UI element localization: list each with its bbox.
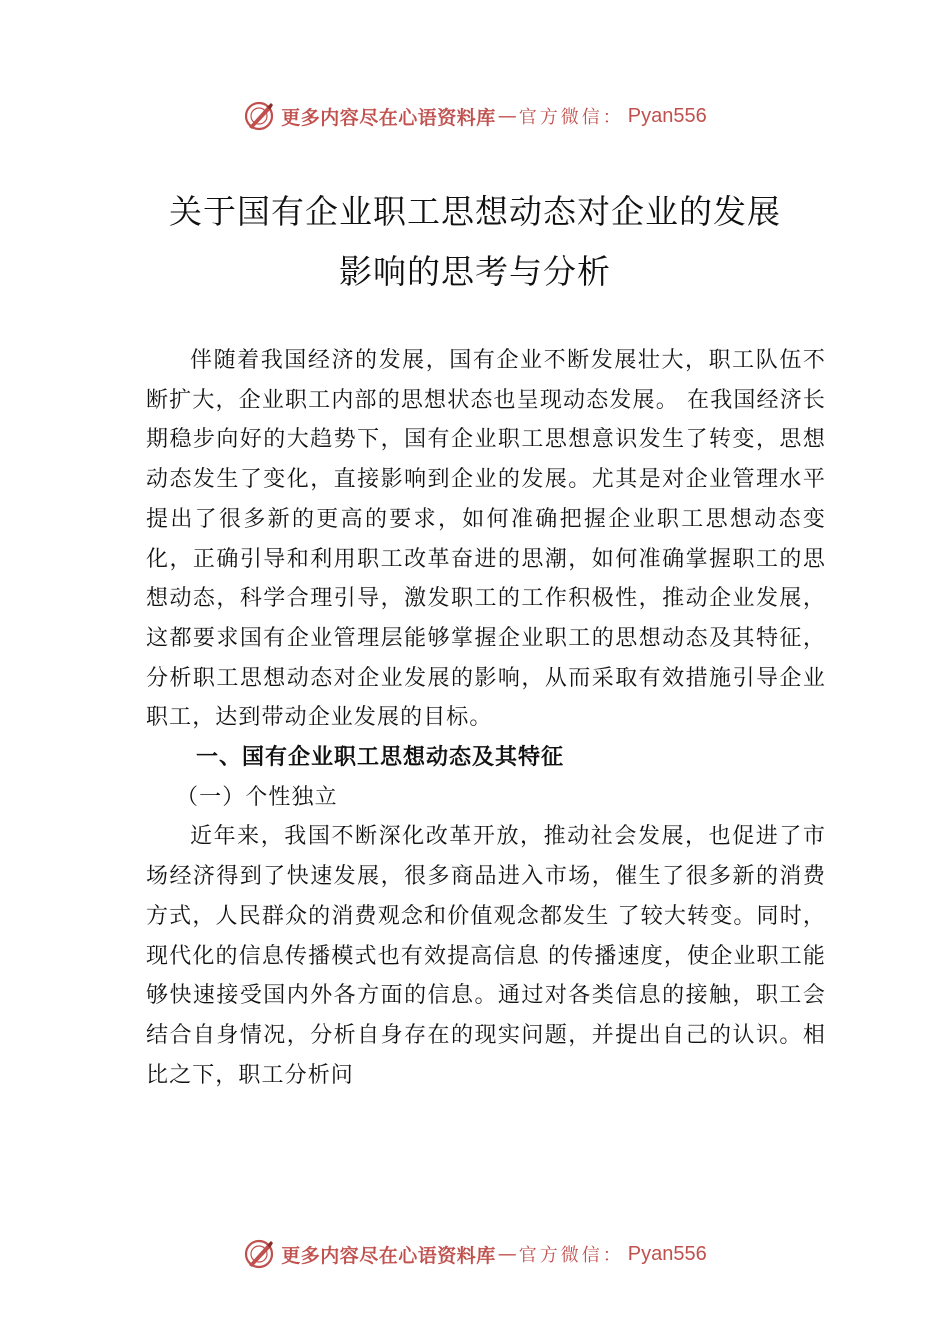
page-title <box>0 182 950 302</box>
watermark-text: 更多内容尽在心语资料库 <box>281 106 496 129</box>
title-line-1: 关于国有企业职工思想动态对企业的发展 <box>169 192 781 231</box>
watermark-header <box>0 96 950 136</box>
section-heading-1: 一、国有企业职工思想动态及其特征 <box>196 745 565 771</box>
title-line-2: 影响的思考与分析 <box>339 252 611 291</box>
pen-logo-icon <box>243 100 275 132</box>
watermark-footer <box>0 1234 950 1274</box>
watermark-id: Pyan556 <box>627 1242 707 1265</box>
watermark-separator: — <box>497 105 517 127</box>
intro-paragraph: 伴随着我国经济的发展，国有企业不断发展壮大，职工队伍不断扩大，企业职工内部的思想状态也呈现动态发展。 在我国经济长期稳步向好的大趋势下，国有企业职工思想意识发生了转变，思想动态发生了变化，直接影响到企业的发展。尤其是对企业管理水平提出了很多新的更高的要求，如何准确把握企业职工思想动态变化，正确引导和利用职工改革奋进的思潮，如何准确掌握职工的思想动态，科学合理引导，激发职工的工作积极性，推动企业发展，这都要求国有企业管理层能够掌握企业职工的思想动态及其特征，分析职工思想动态对企业发展的影响，从而采取有效措施引导企业职工，达到带动企业发展的目标。 <box>146 348 826 731</box>
subsection-paragraph-1: 近年来，我国不断深化改革开放，推动社会发展，也促进了市场经济得到了快速发展，很多商品进入市场，催生了很多新的消费方式，人民群众的消费观念和价值观念都发生 了较大转变。同时，现代化的信息传播模式也有效提高信息 的传播速度，使企业职工能够快速接受国内外各方面的信息。通过对各类信息的接触，职工会结合自身情况，分析自身存在的现实问题，并提出自己的认识。相比之下，职工分析问 <box>146 824 826 1088</box>
subsection-heading-1: （一）个性独立 <box>176 784 338 810</box>
watermark-text: 更多内容尽在心语资料库 <box>281 1244 496 1267</box>
pen-logo-icon <box>243 1238 275 1270</box>
watermark-label: 官方微信： <box>518 1245 624 1266</box>
document-body <box>146 341 826 1095</box>
watermark-label: 官方微信： <box>518 107 624 128</box>
watermark-id: Pyan556 <box>627 104 707 127</box>
watermark-separator: — <box>497 1243 517 1265</box>
